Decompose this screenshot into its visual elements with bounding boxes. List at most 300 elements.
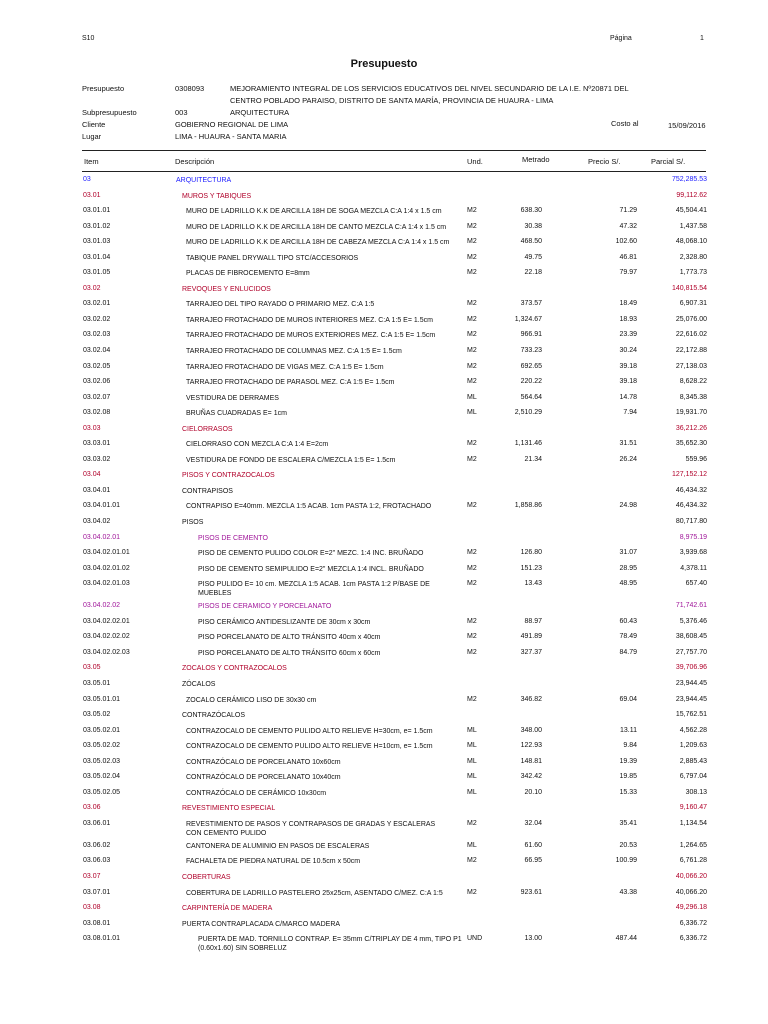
row-metrado: 733.23 xyxy=(520,347,542,355)
row-metrado: 151.23 xyxy=(520,564,542,572)
row-metrado: 13.43 xyxy=(524,580,542,588)
table-row xyxy=(0,437,768,453)
row-precio: 39.18 xyxy=(619,378,637,386)
row-parcial: 308.13 xyxy=(685,788,707,796)
row-precio: 19.85 xyxy=(619,773,637,781)
row-description: CONTRAZÓCALO DE PORCELANATO 10x60cm xyxy=(186,758,341,766)
row-metrado: 126.80 xyxy=(520,549,542,557)
table-row xyxy=(0,917,768,933)
table-row xyxy=(0,677,768,693)
row-parcial: 23,944.45 xyxy=(675,695,707,703)
row-parcial: 559.96 xyxy=(685,455,707,463)
row-parcial: 35,652.30 xyxy=(675,440,707,448)
table-row xyxy=(0,499,768,515)
row-parcial: 71,742.61 xyxy=(675,602,707,610)
row-unit: M2 xyxy=(467,331,477,339)
row-item-code: 03.02.07 xyxy=(83,393,111,401)
row-description: PLACAS DE FIBROCEMENTO E=8mm xyxy=(186,270,310,278)
row-precio: 28.95 xyxy=(619,564,637,572)
table-row xyxy=(0,266,768,282)
row-parcial: 1,134.54 xyxy=(679,819,707,827)
row-item-code: 03.02.08 xyxy=(83,409,111,417)
table-row xyxy=(0,391,768,407)
row-precio: 24.98 xyxy=(619,502,637,510)
table-row xyxy=(0,854,768,870)
row-item-code: 03.04.02 xyxy=(83,518,111,526)
table-row xyxy=(0,251,768,267)
table-row xyxy=(0,661,768,677)
row-precio: 20.53 xyxy=(619,841,637,849)
row-item-code: 03.05.01.01 xyxy=(83,695,120,703)
row-parcial: 6,797.04 xyxy=(679,773,707,781)
row-parcial: 40,066.20 xyxy=(675,888,707,896)
row-precio: 102.60 xyxy=(615,238,637,246)
row-metrado: 21.34 xyxy=(524,455,542,463)
row-parcial: 46,434.32 xyxy=(675,486,707,494)
row-parcial: 22,616.02 xyxy=(675,331,707,339)
row-unit: M2 xyxy=(467,648,477,656)
table-row xyxy=(0,770,768,786)
row-description: CIELORRASOS xyxy=(182,425,233,433)
cliente-label: Cliente xyxy=(82,120,106,129)
row-unit: M2 xyxy=(467,633,477,641)
row-parcial: 1,209.63 xyxy=(679,742,707,750)
lugar-value: LIMA - HUAURA - SANTA MARIA xyxy=(175,132,287,141)
row-metrado: 32.04 xyxy=(524,819,542,827)
row-unit: ML xyxy=(467,726,477,734)
row-precio: 7.94 xyxy=(623,409,637,417)
table-row xyxy=(0,562,768,578)
row-unit: M2 xyxy=(467,222,477,230)
row-item-code: 03 xyxy=(83,176,91,183)
row-item-code: 03.02 xyxy=(83,284,101,292)
row-precio: 14.78 xyxy=(619,393,637,401)
row-item-code: 03.08.01.01 xyxy=(83,935,120,943)
row-parcial: 1,773.73 xyxy=(679,269,707,277)
row-unit: ML xyxy=(467,409,477,417)
row-unit: M2 xyxy=(467,580,477,588)
row-metrado: 13.00 xyxy=(524,935,542,943)
row-unit: M2 xyxy=(467,564,477,572)
row-description: PISO PULIDO E= 10 cm. MEZCLA 1:5 ACAB. 1cm PASTA 1:2 P/BASE DE MUEBLES xyxy=(198,581,430,598)
row-description: MURO DE LADRILLO K.K DE ARCILLA 18H DE CANTO MEZCLA C:A 1:4 x 1.5 cm xyxy=(186,223,447,231)
row-item-code: 03.05.01 xyxy=(83,679,111,687)
row-unit: ML xyxy=(467,742,477,750)
row-parcial: 140,815.54 xyxy=(671,284,707,292)
row-description: ARQUITECTURA xyxy=(176,177,232,184)
row-item-code: 03.03 xyxy=(83,424,101,432)
row-precio: 19.39 xyxy=(619,757,637,765)
row-precio: 46.81 xyxy=(619,253,637,261)
row-parcial: 36,212.26 xyxy=(675,424,707,432)
table-row xyxy=(0,839,768,855)
presupuesto-description-line-1: MEJORAMIENTO INTEGRAL DE LOS SERVICIOS EDUCATIVOS DEL NIVEL SECUNDARIO DE LA I.E. Nº20871 DEL xyxy=(230,84,629,93)
row-item-code: 03.02.04 xyxy=(83,347,111,355)
table-row xyxy=(0,282,768,298)
row-unit: M2 xyxy=(467,455,477,463)
row-description: TABIQUE PANEL DRYWALL TIPO STC/ACCESORIOS xyxy=(186,254,359,262)
row-item-code: 03.04.02.01.03 xyxy=(83,580,130,588)
row-precio: 71.29 xyxy=(619,207,637,215)
row-metrado: 20.10 xyxy=(524,788,542,796)
table-row xyxy=(0,546,768,562)
row-description: VESTIDURA DE FONDO DE ESCALERA C/MEZCLA 1:5 E= 1.5cm xyxy=(186,456,396,464)
row-item-code: 03.04.02.02.01 xyxy=(83,617,130,625)
page-number: 1 xyxy=(700,35,704,42)
row-metrado: 2,510.29 xyxy=(514,409,542,417)
row-item-code: 03.07.01 xyxy=(83,888,111,896)
row-description: TARRAJEO DEL TIPO RAYADO O PRIMARIO MEZ. C:A 1:5 xyxy=(186,301,375,309)
row-unit: M2 xyxy=(467,502,477,510)
row-precio: 9.84 xyxy=(623,742,637,750)
row-item-code: 03.02.02 xyxy=(83,315,111,323)
row-metrado: 692.65 xyxy=(520,362,542,370)
row-parcial: 39,706.96 xyxy=(675,664,707,672)
row-parcial: 3,939.68 xyxy=(679,549,707,557)
row-item-code: 03.06.02 xyxy=(83,841,111,849)
row-unit: M2 xyxy=(467,253,477,261)
subpresupuesto-label: Subpresupuesto xyxy=(82,108,137,117)
table-row xyxy=(0,453,768,469)
table-row xyxy=(0,932,768,954)
row-parcial: 80,717.80 xyxy=(675,518,707,526)
row-precio: 69.04 xyxy=(619,695,637,703)
row-description: BRUÑAS CUADRADAS E= 1cm xyxy=(186,410,287,418)
row-unit: M2 xyxy=(467,238,477,246)
row-description: FACHALETA DE PIEDRA NATURAL DE 10.5cm x 50cm xyxy=(186,858,361,866)
row-description: CONTRAZOCALO DE CEMENTO PULIDO ALTO RELIEVE H=30cm, e= 1.5cm xyxy=(186,727,433,735)
row-item-code: 03.08.01 xyxy=(83,919,111,927)
table-row xyxy=(0,531,768,547)
row-description: CONTRAZÓCALO DE PORCELANATO 10x40cm xyxy=(186,774,341,782)
row-description: TARRAJEO FROTACHADO DE PARASOL MEZ. C:A 1:5 E= 1.5cm xyxy=(186,379,395,387)
table-row xyxy=(0,870,768,886)
row-item-code: 03.03.02 xyxy=(83,455,111,463)
row-description: CONTRAPISO E=40mm. MEZCLA 1:5 ACAB. 1cm PASTA 1:2, FROTACHADO xyxy=(186,503,432,511)
presupuesto-code: 0308093 xyxy=(175,84,205,93)
row-item-code: 03.02.01 xyxy=(83,300,111,308)
row-metrado: 22.18 xyxy=(524,269,542,277)
row-parcial: 1,264.65 xyxy=(679,841,707,849)
row-item-code: 03.04.02.01.01 xyxy=(83,549,130,557)
row-item-code: 03.04.02.02.02 xyxy=(83,633,130,641)
table-row xyxy=(0,801,768,817)
row-unit: M2 xyxy=(467,207,477,215)
row-unit: M2 xyxy=(467,315,477,323)
row-precio: 39.18 xyxy=(619,362,637,370)
row-item-code: 03.04.02.01.02 xyxy=(83,564,130,572)
row-description: PISO PORCELANATO DE ALTO TRÁNSITO 40cm x 40cm xyxy=(198,634,381,642)
row-description: MURO DE LADRILLO K.K DE ARCILLA 18H DE CABEZA MEZCLA C:A 1:4 x 1.5 cm xyxy=(186,239,450,247)
table-row xyxy=(0,646,768,662)
table-row xyxy=(0,297,768,313)
row-description: PISOS Y CONTRAZOCALOS xyxy=(182,472,275,480)
row-precio: 43.38 xyxy=(619,888,637,896)
row-unit: ML xyxy=(467,773,477,781)
column-descripcion: Descripción xyxy=(175,157,215,166)
row-metrado: 1,858.86 xyxy=(514,502,542,510)
row-description: VESTIDURA DE DERRAMES xyxy=(186,394,279,402)
table-row xyxy=(0,615,768,631)
row-metrado: 966.91 xyxy=(520,331,542,339)
row-item-code: 03.04.01 xyxy=(83,486,111,494)
table-row xyxy=(0,204,768,220)
row-item-code: 03.08 xyxy=(83,904,101,912)
table-row xyxy=(0,515,768,531)
row-parcial: 45,504.41 xyxy=(675,207,707,215)
row-parcial: 6,761.28 xyxy=(679,857,707,865)
row-item-code: 03.01 xyxy=(83,191,101,199)
row-item-code: 03.01.05 xyxy=(83,269,111,277)
row-item-code: 03.06 xyxy=(83,804,101,812)
row-parcial: 49,296.18 xyxy=(675,904,707,912)
row-description: CONTRAZÓCALO DE CERÁMICO 10x30cm xyxy=(186,789,327,797)
row-precio: 79.97 xyxy=(619,269,637,277)
row-unit: ML xyxy=(467,393,477,401)
column-und: Und. xyxy=(467,157,483,166)
row-precio: 487.44 xyxy=(615,935,637,943)
row-unit: M2 xyxy=(467,269,477,277)
row-precio: 31.07 xyxy=(619,549,637,557)
row-description: TARRAJEO FROTACHADO DE MUROS EXTERIORES MEZ. C:A 1:5 E= 1.5cm xyxy=(186,332,436,340)
row-parcial: 752,285.53 xyxy=(671,176,707,183)
row-metrado: 30.38 xyxy=(524,222,542,230)
row-unit: M2 xyxy=(467,362,477,370)
row-precio: 15.33 xyxy=(619,788,637,796)
row-item-code: 03.01.03 xyxy=(83,238,111,246)
row-precio: 23.39 xyxy=(619,331,637,339)
row-parcial: 25,076.00 xyxy=(675,315,707,323)
presupuesto-description-line-2: CENTRO POBLADO PARAISO, DISTRITO DE SANTA MARÍA, PROVINCIA DE HUAURA - LIMA xyxy=(230,96,554,105)
row-precio: 30.24 xyxy=(619,347,637,355)
table-row xyxy=(0,344,768,360)
subpresupuesto-name: ARQUITECTURA xyxy=(230,108,290,117)
row-description: ZOCALO CERÁMICO LISO DE 30x30 cm xyxy=(186,696,317,704)
row-item-code: 03.05.02.04 xyxy=(83,773,120,781)
row-metrado: 1,131.46 xyxy=(514,440,542,448)
costo-label: Costo al xyxy=(611,119,639,128)
row-description: CONTRAZÓCALOS xyxy=(182,712,246,720)
row-item-code: 03.01.04 xyxy=(83,253,111,261)
cliente-value: GOBIERNO REGIONAL DE LIMA xyxy=(175,120,289,129)
row-metrado: 148.81 xyxy=(520,757,542,765)
row-parcial: 8,628.22 xyxy=(679,378,707,386)
row-precio: 18.49 xyxy=(619,300,637,308)
row-item-code: 03.04.02.02.03 xyxy=(83,648,130,656)
row-description: CONTRAZOCALO DE CEMENTO PULIDO ALTO RELIEVE H=10cm, e= 1.5cm xyxy=(186,743,433,751)
row-precio: 47.32 xyxy=(619,222,637,230)
row-item-code: 03.06.01 xyxy=(83,819,111,827)
table-row xyxy=(0,817,768,839)
row-description: PUERTA CONTRAPLACADA C/MARCO MADERA xyxy=(182,920,341,928)
row-parcial: 5,376.46 xyxy=(679,617,707,625)
row-description: PISOS DE CEMENTO xyxy=(198,534,268,542)
row-metrado: 1,324.67 xyxy=(514,315,542,323)
row-description: TARRAJEO FROTACHADO DE COLUMNAS MEZ. C:A 1:5 E= 1.5cm xyxy=(186,348,402,356)
table-row xyxy=(0,630,768,646)
costo-value: 15/09/2016 xyxy=(668,121,706,130)
row-metrado: 373.57 xyxy=(520,300,542,308)
row-parcial: 2,885.43 xyxy=(679,757,707,765)
row-parcial: 99,112.62 xyxy=(676,191,707,199)
row-description: PISOS DE CERAMICO Y PORCELANATO xyxy=(198,603,332,611)
row-metrado: 564.64 xyxy=(520,393,542,401)
page-title: Presupuesto xyxy=(350,58,418,70)
row-description: CIELORRASO CON MEZCLA C:A 1:4 E=2cm xyxy=(186,441,329,449)
row-metrado: 61.60 xyxy=(524,841,542,849)
row-item-code: 03.05 xyxy=(83,664,101,672)
row-metrado: 346.82 xyxy=(520,695,542,703)
table-row xyxy=(0,901,768,917)
table-row xyxy=(0,693,768,709)
table-row xyxy=(0,235,768,251)
table-row xyxy=(0,468,768,484)
row-description: TARRAJEO FROTACHADO DE VIGAS MEZ. C:A 1:5 E= 1.5cm xyxy=(186,363,384,371)
row-item-code: 03.04.01.01 xyxy=(83,502,120,510)
row-item-code: 03.06.03 xyxy=(83,857,111,865)
table-row xyxy=(0,708,768,724)
table-row xyxy=(0,406,768,422)
row-metrado: 348.00 xyxy=(520,726,542,734)
row-parcial: 657.40 xyxy=(685,580,707,588)
row-parcial: 6,336.72 xyxy=(679,935,707,943)
row-unit: ML xyxy=(467,788,477,796)
row-description: CARPINTERÍA DE MADERA xyxy=(182,905,273,913)
row-parcial: 2,328.80 xyxy=(679,253,707,261)
row-parcial: 1,437.58 xyxy=(679,222,707,230)
row-item-code: 03.05.02 xyxy=(83,711,111,719)
row-description: COBERTURA DE LADRILLO PASTELERO 25x25cm, ASENTADO C/MEZ. C:A 1:5 xyxy=(186,889,443,897)
row-metrado: 468.50 xyxy=(520,238,542,246)
row-parcial: 48,068.10 xyxy=(675,238,707,246)
row-precio: 60.43 xyxy=(619,617,637,625)
table-row xyxy=(0,328,768,344)
row-parcial: 4,562.28 xyxy=(679,726,707,734)
table-row xyxy=(0,422,768,438)
row-description: ZOCALOS Y CONTRAZOCALOS xyxy=(182,665,287,673)
row-item-code: 03.05.02.01 xyxy=(83,726,120,734)
row-unit: M2 xyxy=(467,300,477,308)
row-unit: M2 xyxy=(467,440,477,448)
row-metrado: 638.30 xyxy=(520,207,542,215)
table-row xyxy=(0,599,768,615)
row-description: MUROS Y TABIQUES xyxy=(182,192,252,200)
row-item-code: 03.04.02.02 xyxy=(83,602,120,610)
row-unit: ML xyxy=(467,841,477,849)
row-description: PISOS xyxy=(182,519,204,527)
row-parcial: 46,434.32 xyxy=(675,502,707,510)
row-parcial: 6,907.31 xyxy=(679,300,707,308)
column-item: Item xyxy=(84,157,99,166)
row-description: TARRAJEO FROTACHADO DE MUROS INTERIORES MEZ. C:A 1:5 E= 1.5cm xyxy=(186,316,433,324)
row-description: REVESTIMIENTO ESPECIAL xyxy=(182,805,276,813)
row-item-code: 03.02.03 xyxy=(83,331,111,339)
row-item-code: 03.05.02.02 xyxy=(83,742,120,750)
row-metrado: 122.93 xyxy=(520,742,542,750)
table-row xyxy=(0,375,768,391)
row-description: REVESTIMIENTO DE PASOS Y CONTRAPASOS DE GRADAS Y ESCALERAS CON CEMENTO PULIDO xyxy=(186,820,436,837)
row-item-code: 03.05.02.03 xyxy=(83,757,120,765)
row-unit: M2 xyxy=(467,549,477,557)
row-precio: 100.99 xyxy=(615,857,637,865)
row-metrado: 49.75 xyxy=(524,253,542,261)
row-description: CANTONERA DE ALUMINIO EN PASOS DE ESCALERAS xyxy=(186,842,370,850)
table-row xyxy=(0,886,768,902)
table-row xyxy=(0,313,768,329)
row-item-code: 03.01.02 xyxy=(83,222,111,230)
page-label: Página xyxy=(610,35,632,42)
row-parcial: 40,066.20 xyxy=(675,872,707,880)
row-parcial: 38,608.45 xyxy=(675,633,707,641)
row-parcial: 22,172.88 xyxy=(675,347,707,355)
row-description: PUERTA DE MAD. TORNILLO CONTRAP. E= 35mm C/TRIPLAY DE 4 mm, TIPO P1 (0.60x1.60) SIN SOBRELUZ xyxy=(198,936,462,953)
row-unit: M2 xyxy=(467,378,477,386)
row-parcial: 4,378.11 xyxy=(680,564,707,572)
row-metrado: 220.22 xyxy=(520,378,542,386)
row-item-code: 03.01.01 xyxy=(83,207,111,215)
table-row xyxy=(0,484,768,500)
row-precio: 18.93 xyxy=(619,315,637,323)
lugar-label: Lugar xyxy=(82,132,102,141)
row-description: MURO DE LADRILLO K.K DE ARCILLA 18H DE SOGA MEZCLA C:A 1:4 x 1.5 cm xyxy=(186,208,442,216)
row-item-code: 03.05.02.05 xyxy=(83,788,120,796)
budget-table-body xyxy=(0,173,768,954)
row-description: CONTRAPISOS xyxy=(182,487,233,495)
row-description: REVOQUES Y ENLUCIDOS xyxy=(182,285,271,293)
row-item-code: 03.07 xyxy=(83,872,101,880)
row-metrado: 491.89 xyxy=(520,633,542,641)
row-description: ZÓCALOS xyxy=(182,680,216,688)
row-item-code: 03.02.06 xyxy=(83,378,111,386)
row-parcial: 8,345.38 xyxy=(679,393,707,401)
row-metrado: 66.95 xyxy=(524,857,542,865)
row-description: PISO PORCELANATO DE ALTO TRÁNSITO 60cm x 60cm xyxy=(198,649,381,657)
row-parcial: 127,152.12 xyxy=(671,471,707,479)
row-metrado: 327.37 xyxy=(520,648,542,656)
table-row xyxy=(0,220,768,236)
row-description: PISO DE CEMENTO PULIDO COLOR E=2" MEZC. 1:4 INC. BRUÑADO xyxy=(198,550,424,558)
row-parcial: 19,931.70 xyxy=(675,409,707,417)
row-unit: M2 xyxy=(467,695,477,703)
row-item-code: 03.03.01 xyxy=(83,440,111,448)
row-unit: UND xyxy=(467,935,483,943)
row-precio: 78.49 xyxy=(619,633,637,641)
row-metrado: 923.61 xyxy=(520,888,542,896)
row-precio: 48.95 xyxy=(619,580,637,588)
row-unit: M2 xyxy=(467,347,477,355)
row-precio: 84.79 xyxy=(619,648,637,656)
table-row xyxy=(0,739,768,755)
row-precio: 35.41 xyxy=(619,819,637,827)
table-row xyxy=(0,360,768,376)
column-metrado: Metrado xyxy=(522,155,550,164)
row-description: PISO DE CEMENTO SEMIPULIDO E=2" MEZCLA 1:4 INCL. BRUÑADO xyxy=(198,565,424,573)
table-row xyxy=(0,189,768,205)
row-parcial: 15,762.51 xyxy=(675,711,707,719)
software-label: S10 xyxy=(82,35,95,42)
row-item-code: 03.04 xyxy=(83,471,101,479)
presupuesto-label: Presupuesto xyxy=(82,84,125,93)
row-parcial: 23,944.45 xyxy=(675,679,707,687)
row-unit: M2 xyxy=(467,857,477,865)
row-item-code: 03.04.02.01 xyxy=(83,533,120,541)
row-description: PISO CERÁMICO ANTIDESLIZANTE DE 30cm x 30cm xyxy=(198,618,371,626)
row-unit: M2 xyxy=(467,617,477,625)
row-metrado: 342.42 xyxy=(520,773,542,781)
table-row xyxy=(0,173,768,189)
table-row xyxy=(0,755,768,771)
column-parcial: Parcial S/. xyxy=(651,157,686,166)
